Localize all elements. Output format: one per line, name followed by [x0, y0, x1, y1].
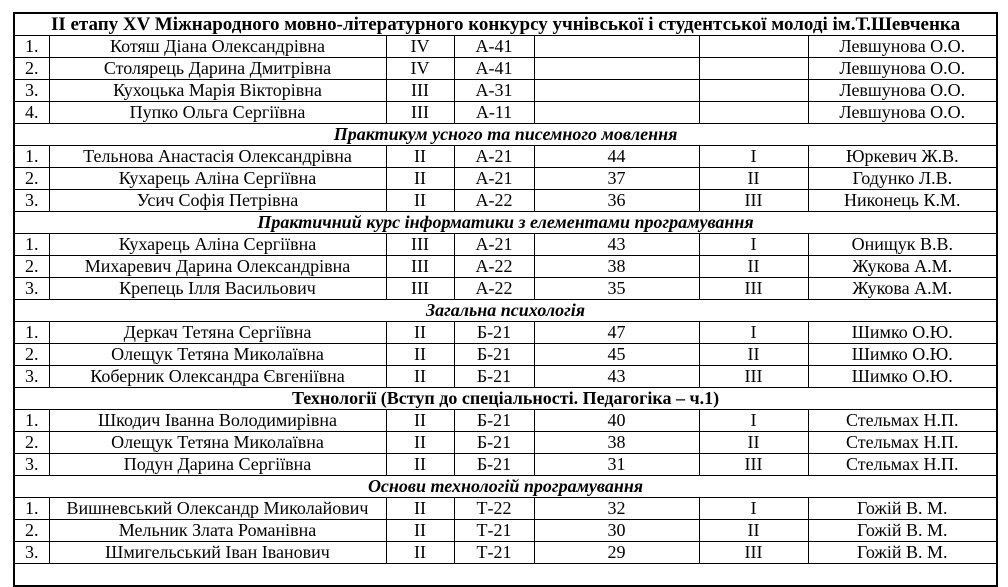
cell-number: 2.: [14, 344, 49, 366]
cell-score: 38: [534, 432, 699, 454]
cell-number: 2.: [14, 520, 49, 542]
section-header: Загальна психологія: [14, 300, 997, 322]
cell-place: ІІ: [699, 432, 808, 454]
cell-course: ІІ: [386, 520, 454, 542]
table-row: [14, 498, 997, 520]
cell-place: [699, 36, 808, 58]
cell-place: ІІІ: [699, 454, 808, 476]
table-row: [14, 344, 997, 366]
cell-course: ІІ: [386, 432, 454, 454]
cell-group: А-21: [454, 234, 534, 256]
cell-course: IV: [386, 36, 454, 58]
cell-course: ІІ: [386, 146, 454, 168]
cell-group: Т-21: [454, 542, 534, 564]
table-row: [14, 542, 997, 564]
cell-group: А-22: [454, 190, 534, 212]
cell-score: 36: [534, 190, 699, 212]
cell-score: [534, 102, 699, 124]
table-row: [14, 278, 997, 300]
cell-course: ІІ: [386, 190, 454, 212]
section-header-row: [14, 300, 997, 322]
cell-teacher: Шимко О.Ю.: [808, 344, 997, 366]
cell-teacher: Гожій В. М.: [808, 542, 997, 564]
cell-course: ІІ: [386, 344, 454, 366]
cell-place: [699, 102, 808, 124]
cell-group: Б-21: [454, 366, 534, 388]
cell-score: 43: [534, 366, 699, 388]
cell-number: 3.: [14, 542, 49, 564]
cell-number: 3.: [14, 190, 49, 212]
cell-course: ІІІ: [386, 256, 454, 278]
table-row: [14, 234, 997, 256]
cell-group: Б-21: [454, 432, 534, 454]
cell-place: ІІІ: [699, 366, 808, 388]
cell-score: 37: [534, 168, 699, 190]
cell-student-name: Столярець Дарина Дмитрівна: [49, 58, 386, 80]
cell-student-name: Кухоцька Марія Вікторівна: [49, 80, 386, 102]
cell-course: ІІІ: [386, 80, 454, 102]
cell-course: ІІ: [386, 168, 454, 190]
cell-group: А-22: [454, 278, 534, 300]
cell-number: 2.: [14, 168, 49, 190]
cell-student-name: Олещук Тетяна Миколаївна: [49, 432, 386, 454]
cell-student-name: Михаревич Дарина Олександрівна: [49, 256, 386, 278]
cell-student-name: Крепець Ілля Васильович: [49, 278, 386, 300]
cell-place: І: [699, 146, 808, 168]
cell-teacher: Онищук В.В.: [808, 234, 997, 256]
cell-student-name: Вишневський Олександр Миколайович: [49, 498, 386, 520]
cell-place: ІІІ: [699, 190, 808, 212]
cell-course: ІІІ: [386, 234, 454, 256]
cell-student-name: Коберник Олександра Євгеніївна: [49, 366, 386, 388]
cell-course: ІІ: [386, 366, 454, 388]
table-title: ІІ етапу XV Міжнародного мовно-літературного конкурсу учнівської і студентської молоді ім.Т.Шевченка: [14, 13, 997, 36]
section-header: Практикум усного та писемного мовлення: [14, 124, 997, 146]
table-row: [14, 432, 997, 454]
table-row: [14, 80, 997, 102]
cell-group: А-41: [454, 36, 534, 58]
section-header-row: [14, 124, 997, 146]
cell-score: 40: [534, 410, 699, 432]
cell-number: 3.: [14, 454, 49, 476]
cell-place: ІІ: [699, 344, 808, 366]
cell-number: 2.: [14, 58, 49, 80]
cell-course: ІІІ: [386, 278, 454, 300]
cell-student-name: Мельник Злата Романівна: [49, 520, 386, 542]
cell-group: Т-22: [454, 498, 534, 520]
cell-course: ІІ: [386, 322, 454, 344]
cell-number: 1.: [14, 498, 49, 520]
cell-group: А-41: [454, 58, 534, 80]
cell-student-name: Пупко Ольга Сергіївна: [49, 102, 386, 124]
cell-student-name: Тельнова Анастасія Олександрівна: [49, 146, 386, 168]
cell-student-name: Шкодич Іванна Володимирівна: [49, 410, 386, 432]
cell-teacher: Левшунова О.О.: [808, 58, 997, 80]
table-row: [14, 146, 997, 168]
cell-group: А-21: [454, 168, 534, 190]
cell-score: 43: [534, 234, 699, 256]
cell-number: 1.: [14, 234, 49, 256]
cell-group: А-31: [454, 80, 534, 102]
table-row: [14, 410, 997, 432]
cell-course: ІІ: [386, 498, 454, 520]
cell-course: IV: [386, 58, 454, 80]
cell-teacher: Никонець К.М.: [808, 190, 997, 212]
cell-teacher: Юркевич Ж.В.: [808, 146, 997, 168]
cell-course: ІІ: [386, 454, 454, 476]
section-header-row: [14, 212, 997, 234]
table-row: [14, 366, 997, 388]
cell-student-name: Деркач Тетяна Сергіївна: [49, 322, 386, 344]
cell-group: Б-21: [454, 344, 534, 366]
cell-number: 1.: [14, 36, 49, 58]
cell-group: А-22: [454, 256, 534, 278]
cell-number: 4.: [14, 102, 49, 124]
table-row: [14, 520, 997, 542]
table-row: [14, 36, 997, 58]
cell-place: І: [699, 498, 808, 520]
cell-score: [534, 58, 699, 80]
cell-score: 30: [534, 520, 699, 542]
cell-score: 32: [534, 498, 699, 520]
cell-score: 44: [534, 146, 699, 168]
cell-place: [699, 58, 808, 80]
cell-teacher: Левшунова О.О.: [808, 80, 997, 102]
cell-course: ІІІ: [386, 102, 454, 124]
cell-teacher: Жукова А.М.: [808, 256, 997, 278]
cell-student-name: Кухарець Аліна Сергіївна: [49, 234, 386, 256]
cell-number: 3.: [14, 278, 49, 300]
cell-teacher: Стельмах Н.П.: [808, 454, 997, 476]
cell-teacher: Стельмах Н.П.: [808, 410, 997, 432]
results-table: [13, 12, 998, 587]
cell-number: 2.: [14, 256, 49, 278]
cell-teacher: Гожій В. М.: [808, 520, 997, 542]
table-row: [14, 454, 997, 476]
cell-teacher: Шимко О.Ю.: [808, 366, 997, 388]
section-header-row: [14, 388, 997, 410]
cell-number: 1.: [14, 146, 49, 168]
cell-score: [534, 80, 699, 102]
cell-student-name: Усич Софія Петрівна: [49, 190, 386, 212]
cell-score: [534, 36, 699, 58]
title-row: [14, 13, 997, 36]
cell-place: ІІ: [699, 520, 808, 542]
cell-number: 3.: [14, 366, 49, 388]
cell-place: І: [699, 410, 808, 432]
cell-place: І: [699, 234, 808, 256]
cell-teacher: Левшунова О.О.: [808, 36, 997, 58]
cell-student-name: Подун Дарина Сергіївна: [49, 454, 386, 476]
cell-student-name: Олещук Тетяна Миколаївна: [49, 344, 386, 366]
cell-group: Б-21: [454, 454, 534, 476]
cell-score: 31: [534, 454, 699, 476]
cell-teacher: Левшунова О.О.: [808, 102, 997, 124]
cell-score: 29: [534, 542, 699, 564]
cell-group: А-11: [454, 102, 534, 124]
table-row: [14, 102, 997, 124]
cell-number: 3.: [14, 80, 49, 102]
cell-place: ІІ: [699, 168, 808, 190]
cell-teacher: Гожій В. М.: [808, 498, 997, 520]
cell-teacher: Шимко О.Ю.: [808, 322, 997, 344]
cell-place: ІІ: [699, 256, 808, 278]
cell-group: Т-21: [454, 520, 534, 542]
cell-course: ІІ: [386, 410, 454, 432]
section-header: Практичний курс інформатики з елементами програмування: [14, 212, 997, 234]
table-row: [14, 58, 997, 80]
section-header: Технології (Вступ до спеціальності. Педагогіка – ч.1): [14, 388, 997, 410]
section-header: Основи технологій програмування: [14, 476, 997, 498]
cell-student-name: Шмигельський Іван Іванович: [49, 542, 386, 564]
cell-number: 1.: [14, 410, 49, 432]
section-header-row: [14, 476, 997, 498]
cell-student-name: Кухарець Аліна Сергіївна: [49, 168, 386, 190]
table-row: [14, 168, 997, 190]
cell-number: 2.: [14, 432, 49, 454]
cell-teacher: Стельмах Н.П.: [808, 432, 997, 454]
table-row: [14, 190, 997, 212]
cell-place: [699, 80, 808, 102]
cell-score: 45: [534, 344, 699, 366]
cell-place: ІІІ: [699, 278, 808, 300]
results-table-body: [14, 13, 997, 586]
cell-group: А-21: [454, 146, 534, 168]
table-row: [14, 256, 997, 278]
cell-teacher: Жукова А.М.: [808, 278, 997, 300]
cell-score: 35: [534, 278, 699, 300]
cell-place: І: [699, 322, 808, 344]
table-row: [14, 322, 997, 344]
cell-group: Б-21: [454, 410, 534, 432]
cell-course: ІІ: [386, 542, 454, 564]
cell-teacher: Годунко Л.В.: [808, 168, 997, 190]
cell-group: Б-21: [454, 322, 534, 344]
cell-score: 47: [534, 322, 699, 344]
cell-number: 1.: [14, 322, 49, 344]
cell-student-name: Котяш Діана Олександрівна: [49, 36, 386, 58]
cell-place: ІІІ: [699, 542, 808, 564]
cell-score: 38: [534, 256, 699, 278]
